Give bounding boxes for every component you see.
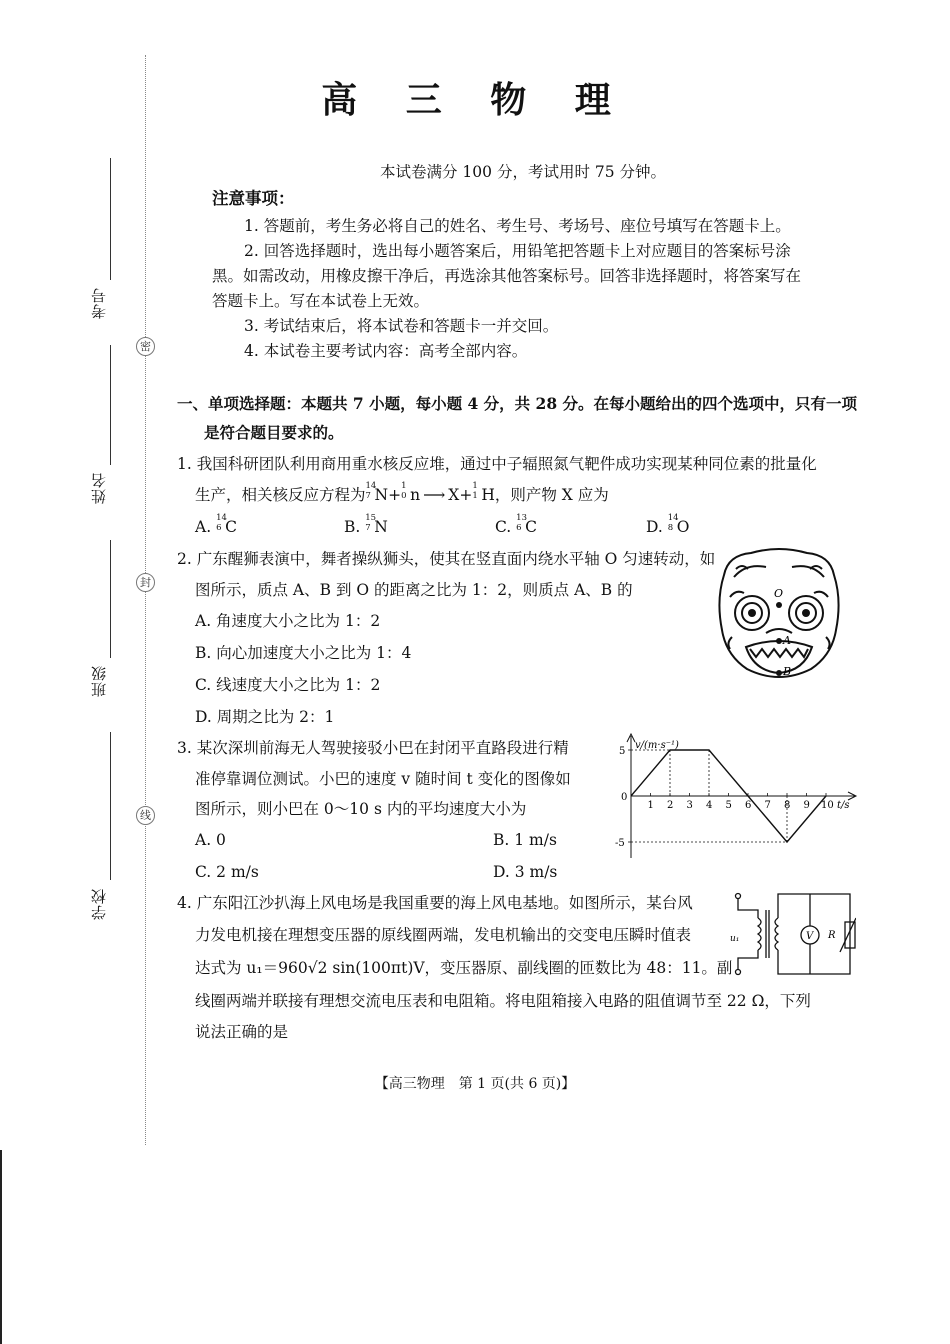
note-2: 2. 回答选择题时，选出每小题答案后，用铅笔把答题卡上对应题目的答案标号涂 [244,242,791,260]
binding-dotted-line [145,55,146,1145]
q3-line2: 准停靠调位测试。小巴的速度 v 随时间 t 变化的图像如 [195,770,571,788]
q4-line1: 4. 广东阳江沙扒海上风电场是我国重要的海上风电基地。如图所示，某台风 [177,894,693,912]
lion-head-figure [716,545,842,685]
q4-line3: 达式为 u₁＝960√2 sin(100πt)V，变压器原、副线圈的匝数比为 48：11。副 [195,959,733,977]
q1-option-b: B. 15 7 N [344,513,388,536]
q1-line1: 1. 我国科研团队利用商用重水核反应堆，通过中子辐照氮气靶件成功实现某种同位素的批量化 [177,455,817,473]
x-tick-label: 6 [745,800,752,811]
label-o: O [774,587,784,600]
q2-line2: 图所示，质点 A、B 到 O 的距离之比为 1：2，则质点 A、B 的 [195,581,633,599]
q3-line1: 3. 某次深圳前海无人驾驶接驳小巴在封闭平直路段进行精 [177,739,569,757]
seal-mark-mi: 密 [136,337,155,356]
x-tick-label: 1 [647,800,654,811]
primary-coil [758,918,761,950]
point-a [776,638,782,644]
school-line [110,732,111,880]
q3-line3: 图所示，则小巴在 0～10 s 内的平均速度大小为 [195,800,527,818]
resistor-label: R [828,930,836,941]
exam-number-label: 考号 [90,287,108,319]
y-tick-label: -5 [615,838,625,849]
point-b [776,670,782,676]
label-b: B [783,665,792,678]
q3-option-c: C. 2 m/s [195,863,259,881]
q1-line2: 生产，相关核反应方程为 14 7 N+ 1 0 n ⟶ X+ 1 1 H，则产物 X 应为 [195,481,609,504]
q2-option-d: D. 周期之比为 2：1 [195,708,335,726]
q1-neutron: 1 0 [401,481,407,501]
q1-option-a: A. 14 6 C [195,513,237,536]
note-2-cont: 黑。如需改动，用橡皮擦干净后，再选涂其他答案标号。回答非选择题时，将答案写在 [212,267,802,285]
q2-option-a: A. 角速度大小之比为 1：2 [195,612,381,630]
right-eye-pupil [802,609,810,617]
x-tick-label: 10 [821,800,834,811]
q3-option-b: B. 1 m/s [493,831,557,849]
x-tick-label: 7 [764,800,771,811]
note-1: 1. 答题前，考生务必将自己的姓名、考生号、考场号、座位号填写在答题卡上。 [244,217,791,235]
exam-info: 本试卷满分 100 分，考试用时 75 分钟。 [380,163,667,181]
y-axis-label: v/(m·s⁻¹) [635,740,679,751]
y-tick-label: 5 [619,746,626,757]
q4-line4: 线圈两端并联接有理想交流电压表和电阻箱。将电阻箱接入电路的阻值调节至 22 Ω，下列 [195,992,811,1010]
section1-line2: 是符合题目要求的。 [204,423,344,442]
transformer-circuit [728,888,856,980]
origin-label: 0 [621,792,628,803]
q2-option-c: C. 线速度大小之比为 1：2 [195,676,381,694]
page-footer: 【高三物理 第 1 页(共 6 页)】 [374,1076,576,1092]
q4-line2: 力发电机接在理想变压器的原线圈两端，发电机输出的交变电压瞬时值表 [195,926,692,944]
x-tick-label: 8 [784,800,791,811]
q1-option-d: D. 14 8 O [646,513,690,536]
school-label: 学校 [90,888,108,920]
velocity-time-chart [605,730,865,860]
scan-edge [0,1150,2,1344]
x-tick-label: 3 [686,800,693,811]
left-eye-pupil [748,609,756,617]
q3-option-d: D. 3 m/s [493,863,558,881]
u1-label: u₁ [730,934,740,944]
note-3: 3. 考试结束后，将本试卷和答题卡一并交回。 [244,317,559,335]
q1-n-nuclide: 14 7 [365,481,377,501]
secondary-coil [775,918,778,950]
page-title: 高 三 物 理 [321,79,629,121]
q3-option-a: A. 0 [195,831,226,849]
x-tick-label: 2 [667,800,674,811]
class-label: 班级 [90,665,108,697]
terminal-top [736,894,741,899]
x-tick-label: 9 [803,800,810,811]
seal-mark-feng: 封 [136,573,155,592]
note-2-end: 答题卡上。写在本试卷上无效。 [212,292,430,310]
note-4: 4. 本试卷主要考试内容：高考全部内容。 [244,342,528,360]
x-axis-label: t/s [837,800,850,811]
q1-proton: 1 1 [472,481,478,501]
notes-heading: 注意事项： [212,189,295,208]
q4-line5: 说法正确的是 [195,1023,289,1041]
q2-line1: 2. 广东醒狮表演中，舞者操纵狮头，使其在竖直面内绕水平轴 O 匀速转动，如 [177,550,716,568]
class-line [110,540,111,658]
name-label: 姓名 [90,472,108,504]
x-tick-label: 4 [706,800,713,811]
label-a: A [783,634,791,647]
voltmeter-label: V [806,931,814,942]
q1-option-c: C. 13 6 C [495,513,538,536]
seal-mark-xian: 线 [136,806,155,825]
exam-number-line [110,158,111,280]
q2-option-b: B. 向心加速度大小之比为 1：4 [195,644,412,662]
terminal-bottom [736,970,741,975]
name-line [110,345,111,465]
section1-line1: 一、单项选择题：本题共 7 小题，每小题 4 分，共 28 分。在每小题给出的四个选项中，只有一项 [177,394,858,413]
point-o [776,602,782,608]
x-tick-label: 5 [725,800,732,811]
